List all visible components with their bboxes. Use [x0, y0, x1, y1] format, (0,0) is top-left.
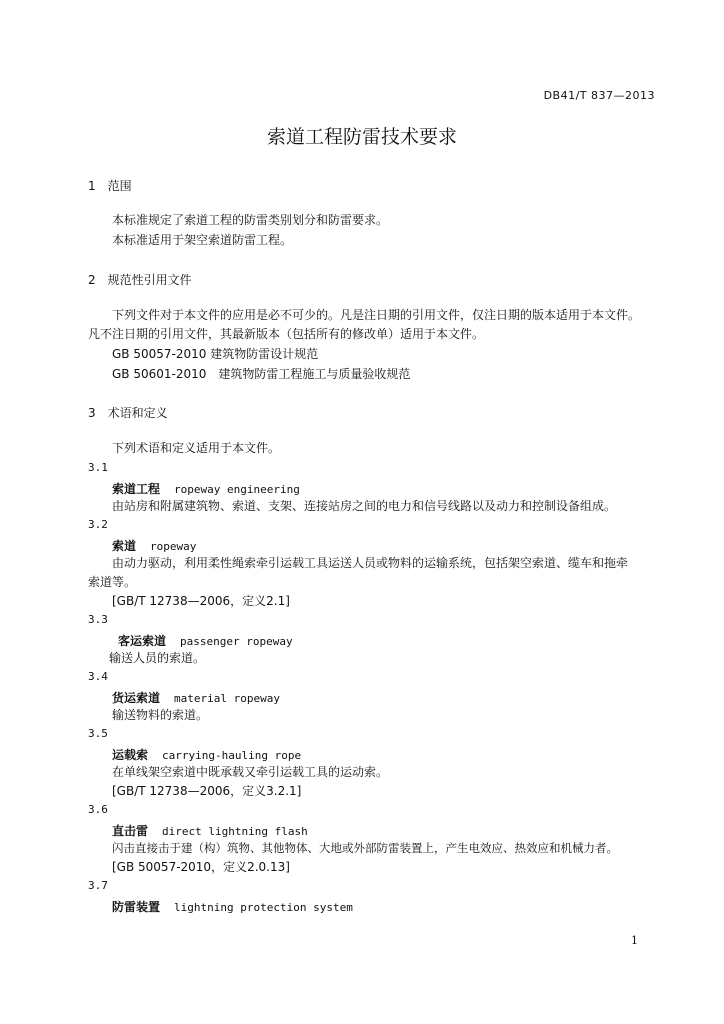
paragraph: 本标准规定了索道工程的防雷类别划分和防雷要求。 [112, 213, 389, 227]
term-number: 3.3 [88, 613, 108, 626]
term-definition: 闪击直接击于建（构）筑物、其他物体、大地或外部防雷装置上，产生电效应、热效应和机械力者。 [112, 841, 618, 855]
term-chinese: 运载索 [112, 748, 149, 762]
term-entry [112, 896, 353, 915]
term-source: [GB/T 12738—2006，定义3.2.1] [112, 784, 302, 798]
term-english: carrying-hauling rope [162, 749, 302, 762]
term-number: 3.1 [88, 461, 108, 474]
page-number: 1 [631, 934, 638, 947]
paragraph: 本标准适用于架空索道防雷工程。 [112, 233, 293, 247]
section-heading-scope: 1 范围 [88, 179, 132, 193]
term-english: ropeway engineering [174, 483, 300, 496]
term-definition-line: 索道等。 [88, 575, 137, 589]
term-chinese: 索道工程 [112, 482, 161, 496]
paragraph-line: 下列文件对于本文件的应用是必不可少的。凡是注日期的引用文件，仅注日期的版本适用于本文件。 [112, 308, 641, 322]
term-english: material ropeway [174, 692, 280, 705]
section-heading-normative-references: 2 规范性引用文件 [88, 273, 192, 287]
term-english: ropeway [150, 540, 197, 553]
term-entry [112, 478, 300, 497]
term-english: direct lightning flash [162, 825, 308, 838]
term-number: 3.7 [88, 879, 108, 892]
term-definition: 由站房和附属建筑物、索道、支架、连接站房之间的电力和信号线路以及动力和控制设备组成。 [112, 499, 617, 513]
term-number: 3.5 [88, 727, 108, 740]
reference-item: GB 50601-2010 建筑物防雷工程施工与质量验收规范 [112, 367, 411, 381]
term-chinese: 货运索道 [112, 691, 161, 705]
term-number: 3.2 [88, 518, 108, 531]
section-heading-terms: 3 术语和定义 [88, 406, 168, 420]
document-title: 索道工程防雷技术要求 [266, 126, 457, 148]
term-entry [118, 630, 293, 649]
term-number: 3.6 [88, 803, 108, 816]
term-chinese: 直击雷 [112, 824, 149, 838]
term-english: passenger ropeway [180, 635, 293, 648]
term-number: 3.4 [88, 670, 108, 683]
paragraph-line: 凡不注日期的引用文件，其最新版本（包括所有的修改单）适用于本文件。 [88, 327, 485, 341]
term-entry [112, 744, 301, 763]
paragraph: 下列术语和定义适用于本文件。 [112, 441, 281, 455]
term-chinese: 索道 [112, 539, 137, 553]
term-definition: 输送物料的索道。 [112, 708, 209, 722]
term-definition-line: 由动力驱动，利用柔性绳索牵引运载工具运送人员或物料的运输系统，包括架空索道、缆车和拖牵 [112, 556, 629, 570]
term-entry [112, 820, 308, 839]
term-source: [GB/T 12738—2006，定义2.1] [112, 594, 290, 608]
term-source: [GB 50057-2010，定义2.0.13] [112, 860, 290, 874]
term-entry [112, 535, 196, 554]
document-code: DB41/T 837—2013 [543, 89, 655, 102]
reference-item: GB 50057-2010 建筑物防雷设计规范 [112, 347, 319, 361]
term-chinese: 防雷装置 [112, 900, 161, 914]
term-entry [112, 687, 280, 706]
term-definition: 在单线架空索道中既承载又牵引运载工具的运动索。 [112, 765, 389, 779]
term-chinese: 客运索道 [118, 634, 167, 648]
term-english: lightning protection system [174, 901, 353, 914]
term-definition: 输送人员的索道。 [109, 651, 206, 665]
